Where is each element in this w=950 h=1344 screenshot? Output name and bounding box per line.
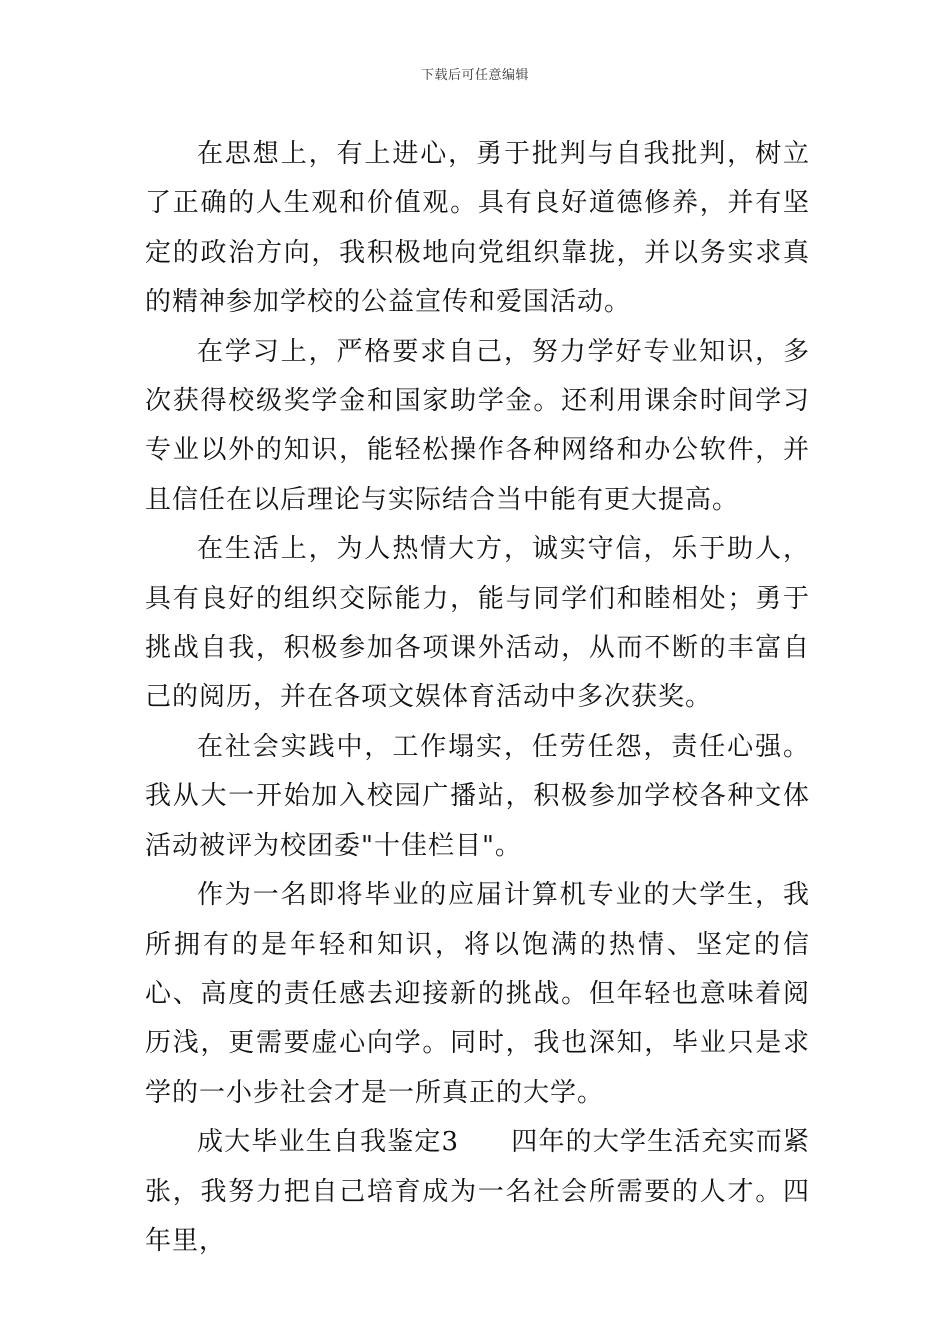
paragraph-life: 在生活上，为人热情大方，诚实守信，乐于助人，具有良好的组织交际能力，能与同学们和睦相处；勇于挑战自我，积极参加各项课外活动，从而不断的丰富自己的阅历，并在各项文娱体育活动中多次获奖。 [145, 534, 810, 713]
paragraph-study: 在学习上，严格要求自己，努力学好专业知识，多次获得校级奖学金和国家助学金。还利用课余时间学习专业以外的知识，能轻松操作各种网络和办公软件，并且信任在以后理论与实际结合当中能有更大提高。 [145, 336, 810, 515]
section-heading: 成大毕业生自我鉴定3 [197, 1127, 460, 1158]
page-header: 下载后可任意编辑 [420, 68, 529, 83]
paragraph-social-practice: 在社会实践中，工作塌实，任劳任怨，责任心强。我从大一开始加入校园广播站，积极参加学校各种文体活动被评为校团委"十佳栏目"。 [145, 731, 810, 861]
section-text: 四年的大学生活充实而紧张，我努力把自己培育成为一名社会所需要的人才。四年里， [145, 1127, 810, 1256]
paragraph-self-appraisal [145, 1118, 810, 1266]
paragraph-graduate: 作为一名即将毕业的应届计算机专业的大学生，我所拥有的是年轻和知识，将以饱满的热情、坚定的信心、高度的责任感去迎接新的挑战。但年轻也意味着阅历浅，更需要虚心向学。同时，我也深知，毕业只是求学的一小步社会才是一所真正的大学。 [145, 880, 810, 1108]
paragraph-ideology: 在思想上，有上进心，勇于批判与自我批判，树立了正确的人生观和价值观。具有良好道德修养，并有坚定的政治方向，我积极地向党组织靠拢，并以务实求真的精神参加学校的公益宣传和爱国活动。 [145, 139, 810, 318]
document-body [145, 130, 810, 1266]
